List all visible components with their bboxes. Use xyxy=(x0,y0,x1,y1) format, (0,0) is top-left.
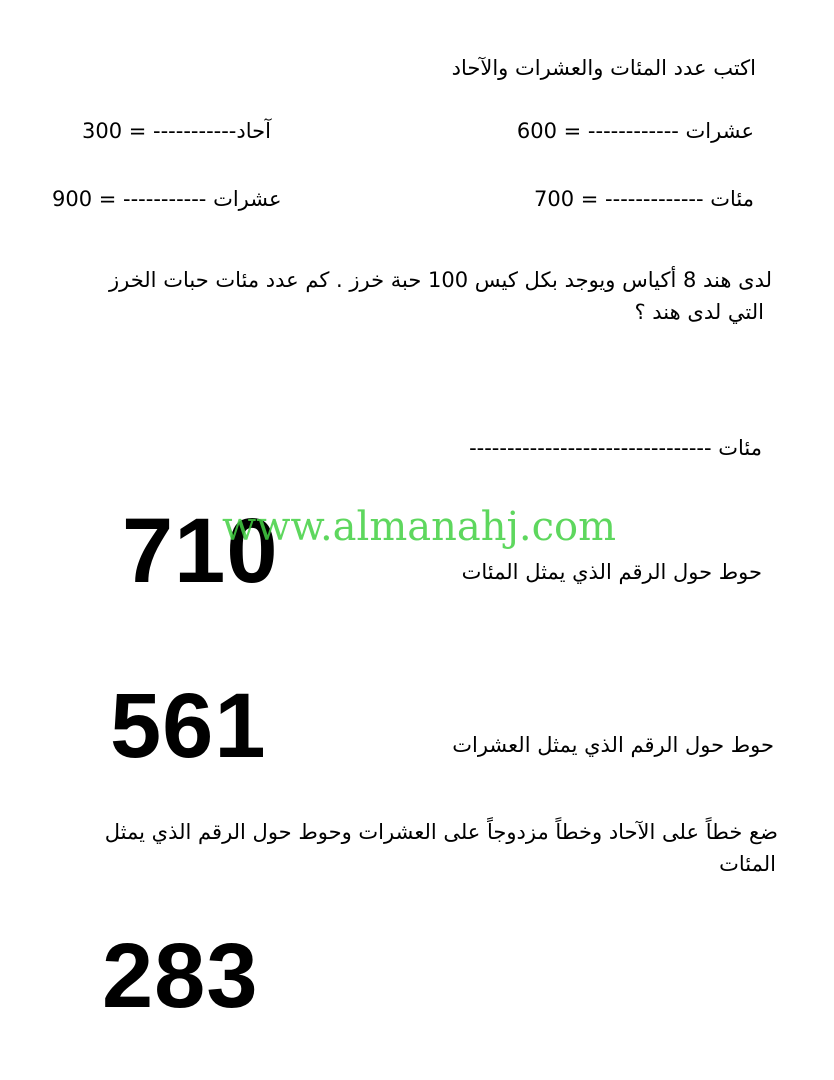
number-561: 561 xyxy=(110,675,267,777)
circle-tens-instruction: حوط حول الرقم الذي يمثل العشرات xyxy=(452,733,774,757)
place-value-item-600: 600 = ------------ عشرات xyxy=(516,119,754,143)
final-instruction-line-1: ضع خطاً على الآحاد وخطاً مزدوجاً على العشرات وحوط حول الرقم الذي يمثل xyxy=(104,820,778,844)
place-value-item-300: 300 = -----------آحاد xyxy=(82,119,271,143)
word-problem-line-2: التي لدى هند ؟ xyxy=(634,300,764,324)
final-instruction-line-2: المئات xyxy=(719,852,776,876)
number-283: 283 xyxy=(102,925,259,1027)
place-value-item-700: 700 = ------------- مئات xyxy=(534,187,754,211)
place-value-item-900: 900 = ----------- عشرات xyxy=(52,187,282,211)
word-problem-line-1: لدى هند 8 أكياس ويوجد بكل كيس 100 حبة خرز . كم عدد مئات حبات الخرز xyxy=(109,268,772,292)
worksheet-heading: اكتب عدد المئات والعشرات والآحاد xyxy=(451,56,756,80)
watermark-text: www.almanahj.com xyxy=(222,504,617,550)
number-710: 710 xyxy=(122,500,279,602)
word-problem-answer-line: -------------------------------- مئات xyxy=(469,436,762,460)
circle-hundreds-instruction: حوط حول الرقم الذي يمثل المئات xyxy=(461,560,762,584)
